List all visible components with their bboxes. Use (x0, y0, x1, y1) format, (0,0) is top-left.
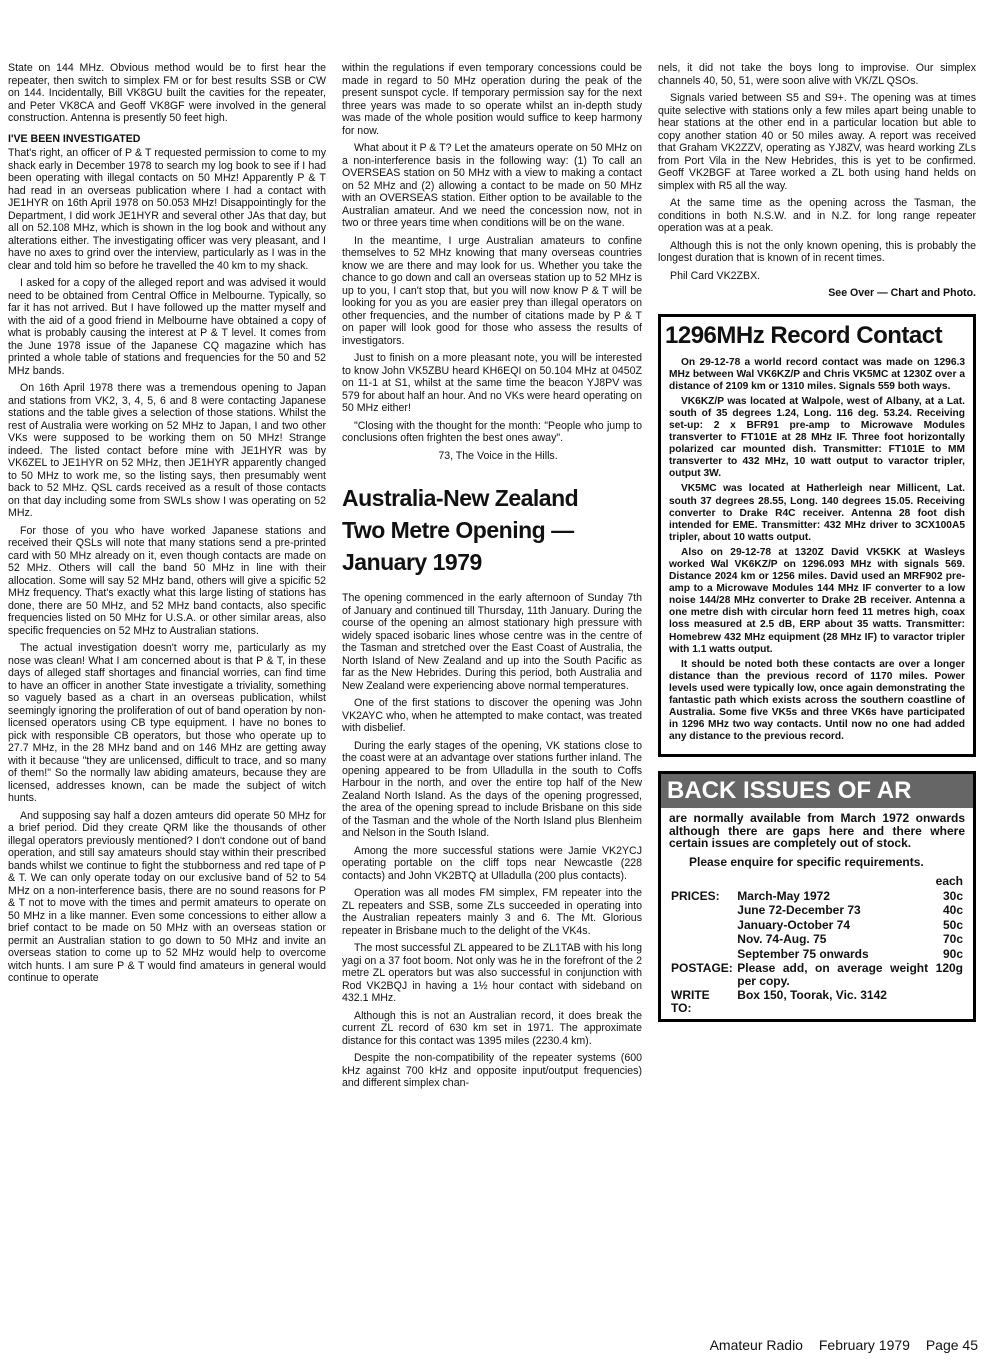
write-row (669, 988, 965, 1015)
paragraph: The most successful ZL appeared to be ZL1TAB with his long yagi on a 37 foot boom. Not only was he in the forefront of the 2 metre ZL operators but was also successful in conjunction with Rod VK2BQJ in having a 1½ hour contact with sideband on 432.1 MHz. (342, 942, 642, 1004)
price-value: 90c (942, 946, 963, 961)
article-headline (342, 482, 642, 578)
paragraph: Although this is not the only known opening, this is probably the longest duration that is known of in recent times. (658, 239, 976, 264)
author-signoff: Phil Card VK2ZBX. (670, 269, 761, 282)
box-paragraph: On 29-12-78 a world record contact was made on 1296.3 MHz between Wal VK6KZ/P and Chris VK5MC at 1230Z over a distance of 2109 km or 1310 miles. Signals 559 both ways. (669, 356, 965, 392)
price-value: 50c (942, 917, 963, 932)
see-over-note: See Over — Chart and Photo. (828, 287, 976, 299)
each-label: each (935, 874, 963, 889)
issue-date: February 1979 (818, 1337, 910, 1353)
box-title: 1296MHz Record Contact (665, 321, 943, 349)
paragraph: Despite the non-compatibility of the repeater systems (600 kHz against 700 kHz and opposite input/output frequencies) and different simplex chan- (342, 1052, 642, 1089)
price-row (669, 889, 965, 904)
box-paragraph: VK5MC was located at Hatherleigh near Millicent, Lat. south 37 degrees 28.55, Long. 140 degrees 15.05. Receiving converter to Drake R4C receiver. Antenna 28 foot dish intended for EME. Transmitter: 432 MHz driver to 3CX100A5 tripler, about 10 watts output. (669, 483, 965, 543)
paragraph: At the same time as the opening across the Tasman, the conditions in both N.S.W. and in N.Z. for long range repeater operation was at a peak. (658, 197, 976, 234)
paragraph: "Closing with the thought for the month: "People who jump to conclusions often frighten the best ones away". (342, 419, 642, 444)
paragraph: For those of you who have worked Japanese stations and received their QSLs will note that many stations send a pre-printed card with 50 MHz already on it, even though contacts are made on 52 MHz. Others will call the band 50 MHz in line with their allocation. Some will say 52 MHz band, others will give a spicific 52 MHz frequency. That's exactly what this large listing of stations has done, there are 50 MHz, and 52 MHz band contacts, also specific frequencies listed on 50 MHz for U.S.A. or other similar areas, also specific frequencies on 52 MHz to Australian stations. (8, 524, 326, 637)
price-row (669, 932, 965, 947)
box-paragraph: It should be noted both these contacts are over a longer distance than the previous record of 1170 miles. Power levels used were typically low, once again demonstrating the fantastic path which exists across the southern coastline of Australia. Some five VK5s and three VK6s have participated in 1296 MHz two way contacts. Until now no one had added any distance to the previous record. (669, 658, 965, 743)
paragraph: within the regulations if even temporary concessions could be made in regard to 50 MHz operation during the peak of the present sunspot cycle. If temporary permission say for the next three years was made to so operate whilst an in-depth study was made of the whole position would suffice to keep harmony for now. (342, 62, 642, 137)
headline-line: Australia-New Zealand (342, 485, 579, 511)
paragraph: Operation was all modes FM simplex, FM repeater into the ZL repeaters and SSB, some ZLs succeeded in operating into the Australian repeaters mainly 3 and 6. The Mt. Glorious repeater in Brisbane much to the delight of the VK4s. (342, 887, 642, 937)
box-title: BACK ISSUES OF AR (661, 774, 973, 808)
paragraph: I asked for a copy of the alleged report and was advised it would need to be obtained from Central Office in Melbourne. Typically, so far it has not arrived. But I have followed up the matter myself and with the aid of a good friend in Melbourne have obtained a copy of what is probably causing the interest at P & T level. It comes from the June 1978 issue of the Japanese CQ magazine which has printed a whole table of stations and frequencies for the 50 and 52 MHz bands. (8, 277, 326, 377)
paragraph: That's right, an officer of P & T requested permission to come to my shack early in December 1978 to search my log book to see if I had been operating with illegal contacts on 50 MHz! Apparently P & T had read in an overseas publication where I had a contact with JE1HYR on 16th April 1978 on 50.053 MHz! Disappointingly for the Department, I did work JE1HYR and several other JAs that day, but all on 52.108 MHz, which is shown in the log book and without any alterations either. The investigating officer was very pleasant, and I have no axes to grind over the interview, particularly as I was in the clear and told him so before he travelled the 40 km to my shack. (8, 147, 326, 272)
paragraph: Just to finish on a more pleasant note, you will be interested to know John VK5ZBU heard KH6EQI on 50.104 MHz at 0450Z on 11-1 at S1, whilst at the same time the beacon YJ8PV was 579 for about half an hour. And no VKs were heard operating on 50 MHz either! (342, 352, 642, 414)
record-contact-box (658, 314, 976, 758)
paragraph: In the meantime, I urge Australian amateurs to confine themselves to 52 MHz knowing that many overseas countries know we are there and may look for us. Whether you take the chance to go down and call an overseas station up to 52 MHz is up to you, I can't stop that, but you will now know P & T will be looking for you as you are easier prey than illegal operators on other frequencies, and the number of citations made by P & T on paper will look good for those who assess the results of investigators. (342, 234, 642, 347)
price-row (669, 918, 965, 933)
column-middle (342, 62, 642, 1095)
price-row (669, 947, 965, 962)
postage-label: POSTAGE: (671, 961, 733, 976)
price-value: 40c (942, 903, 963, 918)
price-period: March-May 1972 (737, 888, 831, 903)
section-heading: I'VE BEEN INVESTIGATED (8, 132, 141, 145)
price-period: Nov. 74-Aug. 75 (737, 932, 827, 947)
box-paragraph: Also on 29-12-78 at 1320Z David VK5KK at Wasleys worked Wal VK6KZ/P on 1296.093 MHz with signals 569. Distance 2024 km or 1256 miles. David used an MRF902 pre-amp to a Microwave Modules 144 MHz IF converter to a low noise 144/28 MHz converter to Drake 2B receiver. Antenna a one metre dish with circular horn feed 11 metres high, coax loss measured at 2.5 dB, ERP about 35 watts. Transmitter: Homebrew 432 MHz equipment (28 MHz IF) to varactor tripler with 1.1 watts output. (669, 546, 965, 655)
column-right (658, 62, 976, 1022)
paragraph: One of the first stations to discover the opening was John VK2AYC who, when he attempted to make contact, was treated with disbelief. (342, 697, 642, 734)
headline-line: January 1979 (342, 549, 482, 575)
price-period: June 72-December 73 (737, 903, 861, 918)
postage-row (669, 961, 965, 988)
paragraph: The opening commenced in the early afternoon of Sunday 7th of January and continued till Thursday, 11th January. During the course of the opening an almost stationary high pressure with widely spaced isobaric lines whose centre was in the centre of the Tasman and stretched over the East Coast of Australia, the North Island of New Zealand and up into the South Pacific as far as the New Hebrides. During this period, both Australia and New Zealand were experiencing above normal temperatures. (342, 592, 642, 692)
magazine-name: Amateur Radio (709, 1337, 803, 1353)
back-issues-box (658, 771, 976, 1022)
paragraph: nels, it did not take the boys long to improvise. Our simplex channels 40, 50, 51, were soon alive with VK/ZL QSOs. (658, 62, 976, 87)
headline-line: Two Metre Opening — (342, 517, 574, 543)
box-body (661, 808, 973, 1019)
paragraph: The actual investigation doesn't worry me, particularly as my nose was clean! What I am concerned about is that P & T, in these days of alleged staff shortages and financial worries, can find time to have an officer in another State investigate a triviality, something so vaguely based as a chart in an overseas publication, whilst seemingly ignoring the proliferation of out of band operation by non-licensed operators using CB type equipment. I have no bones to pick with responsible CB operators, but those who operate up to 27.7 MHz, in the 28 MHz band and on 146 MHz are getting away with it because "they are unlicensed, difficult to trace, and so many of them!" So the normally law abiding amateurs, because they are licensed, addresses known, can be made the subject of witch hunts. (8, 642, 326, 804)
price-table (669, 874, 965, 1015)
author-signoff: 73, The Voice in the Hills. (438, 449, 558, 462)
column-left (8, 62, 326, 990)
box-paragraph: Please enquire for specific requirements. (689, 854, 924, 869)
prices-label: PRICES: (671, 888, 720, 903)
page-number: Page 45 (925, 1337, 978, 1353)
paragraph: Among the more successful stations were Jamie VK2YCJ operating portable on the cliff tops near Newcastle (228 contacts) and John VK2BTQ at Ulladulla (200 plus contacts). (342, 844, 642, 882)
price-row (669, 903, 965, 918)
price-value: 30c (942, 888, 963, 903)
paragraph: On 16th April 1978 there was a tremendous opening to Japan and stations from VK2, 3, 4, 5, 6 and 8 were contacting Japanese stations and the table gives a selection of those stations. Whilst the rest of Australia were working on 52 MHz to Japan, I and two other VKs were supposed to be working them on 50 MHz! Strange indeed. The listed contact before mine with JE1HYR was by VK6ZEL to JE1HYR on 52 MHz, then JE1HYR apparently changed to 50 MHz to work me, so the listing says, then presumably went back to 52 MHz. QSL cards received as a result of those contacts on that day including some from SWLs show I was operating on 52 MHz. (8, 382, 326, 519)
page-footer (0, 1337, 978, 1353)
paragraph: And supposing say half a dozen amteurs did operate 50 MHz for a brief period. Did they create QRM like the thousands of other illegal operators previously mentioned? I don't condone out of band operation, and still say amateurs should stay within their prescribed bands whilst we continue to fight the stubborness and red tape of P & T. We can only operate today on our exclusive band of 52 to 54 MHz on a non-interference basis, there are no sound reasons for P & T not to move with the times and permit amateurs to operate on 50 MHz in a like manner. Even some concessions to either allow a brief contact to be made on 50 MHz with an overseas station or permit an Australian station to go down to 50 MHz and invite an overseas station to come up to 52 MHz would help to overcome witch hunts. I am sure P & T would find amateurs in general would continue to operate (8, 809, 326, 984)
box-paragraph: VK6KZ/P was located at Walpole, west of Albany, at a Lat. south of 35 degrees 1.24, Long. 116 deg. 53.24. Receiving set-up: 2 x BFR91 pre-amp to Microwave Modules transverter to FT101E at 28 MHz IF. Three foot horizontally polarized car mounted dish. Transmitter: FT101E to MM transverter to 432 MHz, 10 watt output to varactor tripler, output 3W. (669, 395, 965, 480)
price-period: January-October 74 (737, 917, 851, 932)
price-value: 70c (942, 932, 963, 947)
paragraph: State on 144 MHz. Obvious method would be to first hear the repeater, then switch to simplex FM or for best results SSB or CW on 144. Incidentally, Bill VK8GU built the cavities for the repeater, and Peter VK8CA and Geoff VK8GF were involved in the general construction. Antenna is presently 50 feet high. (8, 62, 326, 124)
paragraph: During the early stages of the opening, VK stations close to the coast were at an advantage over stations further inland. The opening appeared to be from Ulladulla in the south to Coffs Harbour in the north, and over the entire top half of the New Zealand North Island. As the days of the opening progressed, the area of the opening spread to include Brisbane on this side of the Tasman and the whole of the North Island plus Blenheim and Nelson in the South Island. (342, 739, 642, 839)
box-paragraph: are normally available from March 1972 onwards although there are gaps here and there where certain issues are completely out of stock. (669, 811, 965, 851)
paragraph: Signals varied between S5 and S9+. The opening was at times quite selective with stations only a few miles apart being unable to hear stations at the other end in a particular location but able to copy another station 40 or 50 miles away. A report was received that Graham VK2ZZV, operating as YJ8ZV, was heard working ZLs from Port Vila in the New Hebrides, this is yet to be confirmed. Geoff VK2BGF at Taree worked a ZL both using hand helds on simplex with R5 all the way. (658, 92, 976, 192)
price-period: September 75 onwards (737, 946, 869, 961)
write-address: Box 150, Toorak, Vic. 3142 (737, 988, 887, 1003)
paragraph: Although this is not an Australian record, it does break the current ZL record of 630 km set in 1971. The approximate distance for this contact was 1395 miles (2230.4 km). (342, 1009, 642, 1047)
write-label: WRITE TO: (671, 988, 710, 1015)
paragraph: What about it P & T? Let the amateurs operate on 50 MHz on a non-interference basis in the following way: (1) To call an OVERSEAS station on 50 MHz with a view to making a contact on 52 MHz and (2) allowing a contact to be made on 50 MHz with an OVERSEAS station. Either option to be available to the Australian amateur. And we need the concession now, not in two or three years time when conditions will be on the wane. (342, 142, 642, 229)
postage-text: Please add, on average weight 120g per copy. (737, 961, 963, 988)
